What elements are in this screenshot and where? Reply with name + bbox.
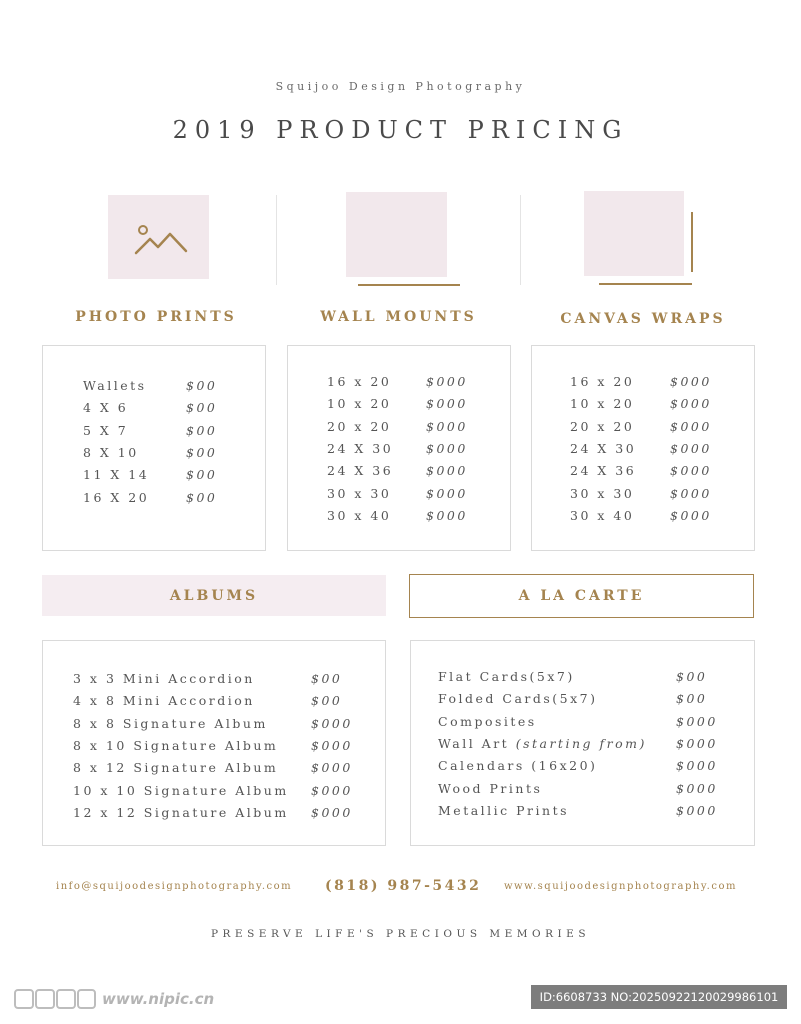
canvas-accent-vertical bbox=[691, 212, 693, 272]
price-value: $00 bbox=[311, 671, 343, 686]
price-row-label bbox=[438, 669, 575, 684]
row-label-text: 8 x 8 Signature Album bbox=[73, 715, 268, 731]
albums-band bbox=[42, 575, 386, 616]
canvas-accent-horizontal bbox=[599, 283, 692, 285]
row-label-text: 30 x 30 bbox=[570, 485, 635, 501]
price-value: $000 bbox=[670, 418, 712, 434]
albums-title: ALBUMS bbox=[169, 587, 259, 604]
price-value: $000 bbox=[426, 418, 468, 434]
price-value: $00 bbox=[311, 693, 343, 709]
price-value: $000 bbox=[670, 440, 712, 456]
price-value: $000 bbox=[670, 507, 712, 523]
price-row-label bbox=[438, 803, 569, 818]
studio-name: Squijoo Design Photography bbox=[275, 80, 526, 93]
image-icon bbox=[108, 195, 209, 279]
row-label-text: Flat Cards(5x7) bbox=[438, 669, 575, 684]
wall-mount-accent bbox=[358, 284, 460, 286]
photo-prints-price-box bbox=[42, 345, 266, 551]
watermark-id: ID:6608733 NO:20250922120029986101 bbox=[539, 990, 779, 1004]
price-value: $00 bbox=[676, 691, 708, 707]
tagline: PRESERVE LIFE'S PRECIOUS MEMORIES bbox=[210, 928, 591, 940]
phone-text: (818) 987-5432 bbox=[325, 878, 482, 894]
row-label-text: 11 X 14 bbox=[83, 467, 150, 483]
price-value: $000 bbox=[670, 374, 712, 389]
row-label-text: Calendars (16x20) bbox=[438, 758, 598, 774]
price-value: $00 bbox=[186, 378, 218, 393]
price-value: $00 bbox=[186, 467, 218, 483]
price-row-label bbox=[73, 805, 289, 820]
price-value: $00 bbox=[676, 669, 708, 684]
row-label-text: 8 x 12 Signature Album bbox=[73, 760, 279, 776]
price-row-label bbox=[73, 693, 255, 708]
wall-mounts-title: WALL MOUNTS bbox=[320, 309, 477, 325]
price-row-label bbox=[327, 441, 393, 456]
a-la-carte-band bbox=[409, 574, 754, 618]
price-value: $00 bbox=[186, 489, 218, 505]
watermark-site: www.nipic.cn bbox=[102, 990, 215, 1008]
price-row-label bbox=[327, 396, 391, 411]
row-label-text: Wall Art bbox=[438, 735, 516, 751]
price-row-label bbox=[570, 374, 634, 389]
row-label-text: 10 x 20 bbox=[327, 396, 392, 412]
row-label-text: Folded Cards(5x7) bbox=[438, 691, 598, 707]
row-label-text: 30 x 40 bbox=[327, 507, 392, 523]
price-row-label bbox=[570, 463, 636, 478]
price-value: $00 bbox=[186, 444, 218, 460]
price-value: $00 bbox=[186, 400, 218, 416]
price-value: $000 bbox=[670, 396, 712, 412]
photo-prints-thumbnail bbox=[108, 195, 209, 279]
watermark-logo bbox=[14, 987, 214, 1011]
price-row-label bbox=[73, 738, 278, 753]
price-value: $000 bbox=[676, 780, 718, 796]
price-value: $000 bbox=[676, 713, 718, 729]
price-value: $000 bbox=[426, 485, 468, 501]
wall-mounts-thumbnail bbox=[346, 192, 447, 277]
canvas-wraps-price-box bbox=[531, 345, 755, 551]
row-label-text: 24 X 36 bbox=[327, 463, 394, 479]
price-value: $000 bbox=[426, 396, 468, 412]
price-row-label bbox=[570, 486, 634, 501]
price-row-label bbox=[327, 486, 391, 501]
a-la-carte-price-box bbox=[410, 640, 755, 846]
price-value: $000 bbox=[676, 735, 718, 751]
price-row-label bbox=[438, 736, 647, 751]
price-row-label bbox=[327, 374, 391, 389]
price-row-label bbox=[327, 463, 393, 478]
canvas-wraps-thumbnail bbox=[584, 191, 684, 276]
price-row-label bbox=[438, 714, 537, 729]
website-text: www.squijoodesignphotography.com bbox=[504, 881, 737, 892]
page-title: 2019 PRODUCT PRICING bbox=[172, 116, 629, 144]
price-value: $000 bbox=[311, 715, 353, 731]
price-value: $000 bbox=[311, 804, 353, 820]
price-row-label bbox=[73, 671, 255, 686]
row-label-text: 4 x 8 Mini Accordion bbox=[73, 693, 255, 709]
albums-price-box bbox=[42, 640, 386, 846]
row-label-text: Wallets bbox=[83, 378, 147, 393]
row-label-text: 16 x 20 bbox=[570, 374, 635, 389]
price-value: $000 bbox=[426, 374, 468, 389]
watermark-id-bar bbox=[531, 985, 787, 1009]
row-label-text: 30 x 40 bbox=[570, 507, 635, 523]
row-label-text: 10 x 10 Signature Album bbox=[73, 782, 289, 798]
canvas-wraps-title: CANVAS WRAPS bbox=[560, 311, 726, 327]
price-value: $000 bbox=[426, 440, 468, 456]
price-row-label bbox=[83, 467, 149, 482]
email-text: info@squijoodesignphotography.com bbox=[56, 881, 293, 892]
a-la-carte-title: A LA CARTE bbox=[518, 588, 645, 604]
photo-prints-title: PHOTO PRINTS bbox=[75, 309, 237, 325]
divider bbox=[276, 195, 277, 285]
row-label-text: 4 X 6 bbox=[83, 400, 129, 416]
row-label-text: 3 x 3 Mini Accordion bbox=[73, 671, 255, 686]
row-label-text: Wood Prints bbox=[438, 780, 543, 796]
row-label-text: 20 x 20 bbox=[570, 418, 635, 434]
wall-mounts-price-box bbox=[287, 345, 511, 551]
price-row-label bbox=[83, 445, 139, 460]
row-label-text: 8 x 10 Signature Album bbox=[73, 737, 279, 753]
price-row-label bbox=[83, 423, 128, 438]
price-row-label bbox=[570, 508, 634, 523]
price-value: $00 bbox=[186, 422, 218, 438]
price-value: $000 bbox=[311, 737, 353, 753]
price-row-label bbox=[438, 781, 542, 796]
row-label-text: 5 X 7 bbox=[83, 422, 129, 438]
row-label-text: 12 x 12 Signature Album bbox=[73, 804, 289, 820]
price-value: $000 bbox=[676, 758, 718, 774]
price-value: $000 bbox=[311, 782, 353, 798]
price-value: $000 bbox=[426, 507, 468, 523]
divider bbox=[520, 195, 521, 285]
price-row-label bbox=[438, 691, 598, 706]
price-value: $000 bbox=[670, 485, 712, 501]
watermark-logo-mark bbox=[14, 988, 96, 1010]
price-value: $000 bbox=[670, 463, 712, 479]
row-label-note: (starting from) bbox=[515, 735, 647, 751]
price-row-label bbox=[570, 441, 636, 456]
price-value: $000 bbox=[311, 760, 353, 776]
price-row-label bbox=[438, 758, 597, 773]
row-label-text: 8 X 10 bbox=[83, 444, 139, 460]
price-row-label bbox=[83, 400, 128, 415]
row-label-text: 30 x 30 bbox=[327, 485, 392, 501]
price-row-label bbox=[570, 419, 634, 434]
price-value: $000 bbox=[426, 463, 468, 479]
row-label-text: 24 X 36 bbox=[570, 463, 637, 479]
price-row-label bbox=[73, 783, 289, 798]
row-label-text: 16 X 20 bbox=[83, 489, 150, 505]
row-label-text: 20 x 20 bbox=[327, 418, 392, 434]
price-row-label bbox=[83, 378, 147, 393]
price-row-label bbox=[73, 716, 268, 731]
price-row-label bbox=[327, 508, 391, 523]
price-row-label bbox=[570, 396, 634, 411]
price-value: $000 bbox=[676, 802, 718, 818]
row-label-text: 16 x 20 bbox=[327, 374, 392, 389]
price-row-label bbox=[327, 419, 391, 434]
row-label-text: Metallic Prints bbox=[438, 802, 570, 818]
row-label-text: Composites bbox=[438, 713, 537, 729]
row-label-text: 24 X 30 bbox=[327, 440, 394, 456]
row-label-text: 24 X 30 bbox=[570, 440, 637, 456]
price-row-label bbox=[73, 760, 278, 775]
price-row-label bbox=[83, 490, 149, 505]
row-label-text: 10 x 20 bbox=[570, 396, 635, 412]
